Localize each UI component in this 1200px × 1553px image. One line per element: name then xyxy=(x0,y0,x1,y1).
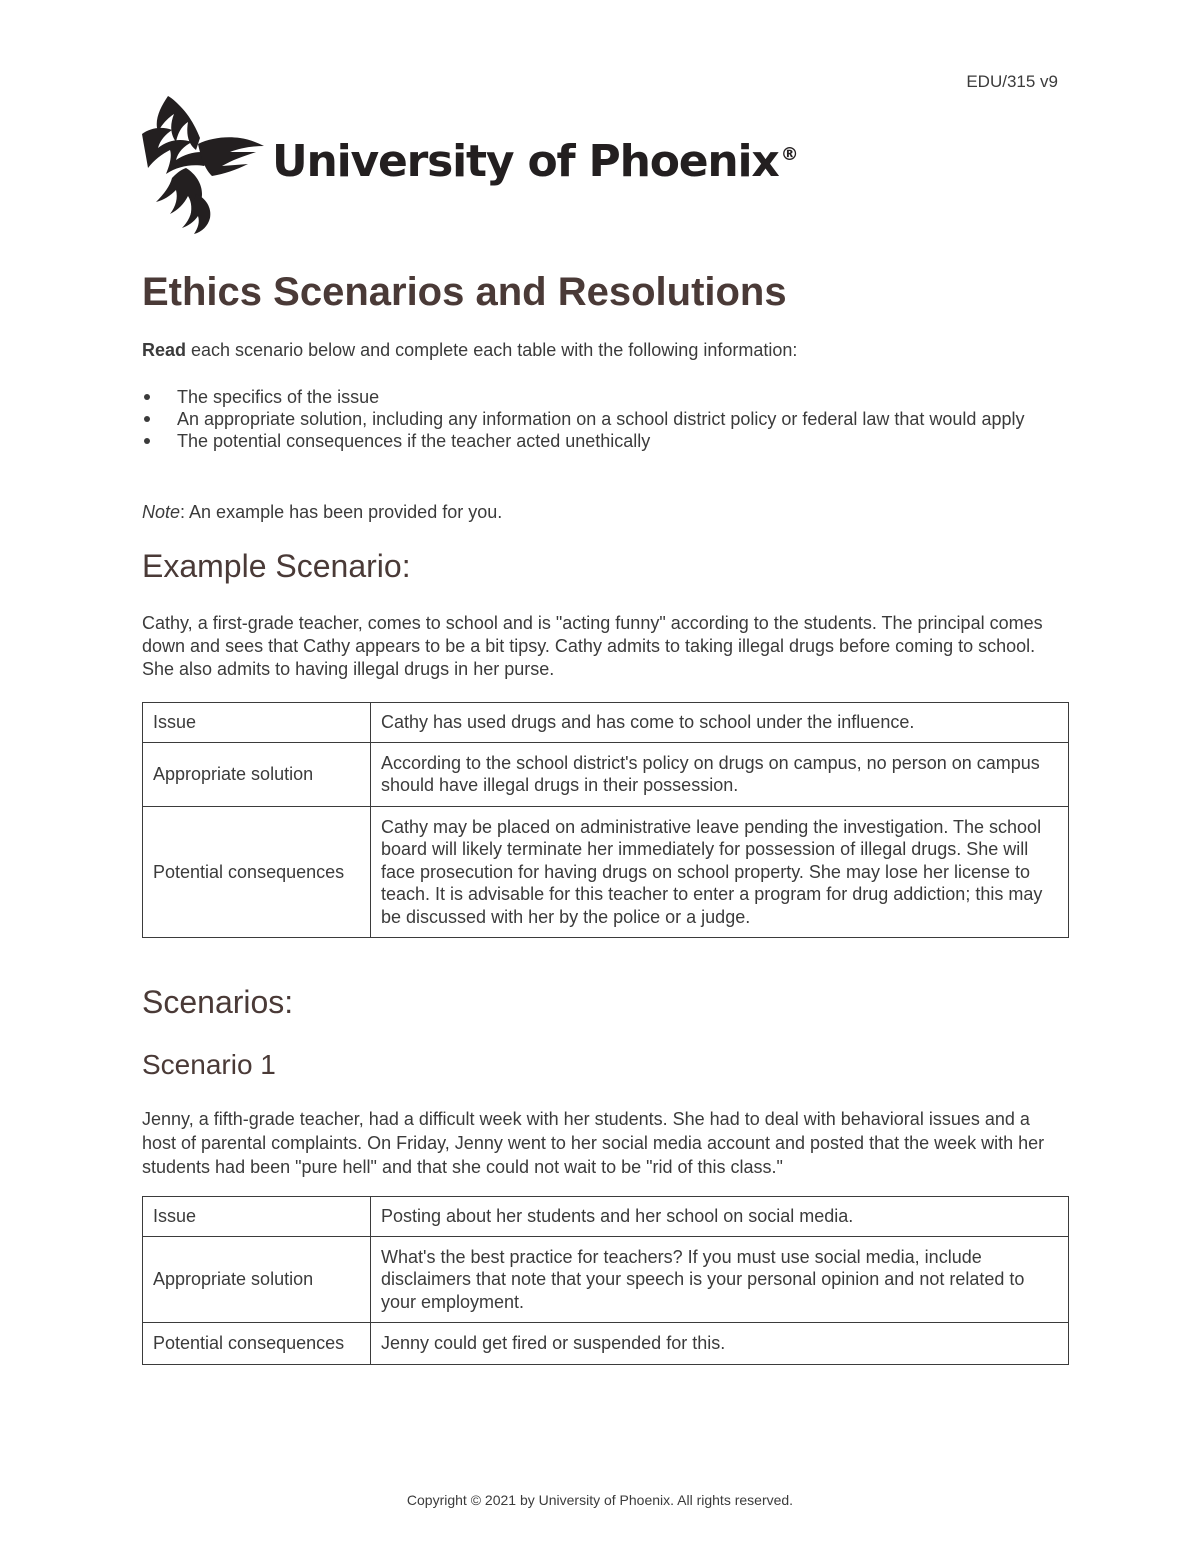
table-row xyxy=(143,703,1069,743)
course-code: EDU/315 v9 xyxy=(966,72,1058,91)
row-value: What's the best practice for teachers? If you must use social media, include disclaimers that note that your speech is your personal opinion and not related to your employment. xyxy=(371,1236,1069,1323)
requirements-list xyxy=(142,386,1062,452)
note-text: : An example has been provided for you. xyxy=(180,502,503,522)
note-label: Note xyxy=(142,502,181,522)
row-label: Potential consequences xyxy=(143,806,371,938)
example-scenario-text: Cathy, a first-grade teacher, comes to school and is "acting funny" according to the students. The principal comes down and sees that Cathy appears to be a bit tipsy. Cathy admits to taking illegal drugs before coming to school. She also admits to having illegal drugs in her purse. xyxy=(142,613,1043,679)
row-value: Posting about her students and her school on social media. xyxy=(371,1197,1069,1237)
note xyxy=(142,502,502,523)
copyright-footer: Copyright © 2021 by University of Phoenix. All rights reserved. xyxy=(406,1492,794,1508)
list-item: The potential consequences if the teacher acted unethically xyxy=(142,430,1062,452)
instructions xyxy=(142,340,797,361)
table-row xyxy=(143,806,1069,938)
table-row xyxy=(143,1197,1069,1237)
logo-wordmark: University of Phoenix ® xyxy=(272,136,798,187)
table-row xyxy=(143,742,1069,806)
scenario-1-table xyxy=(142,1196,1069,1365)
instructions-text: each scenario below and complete each table with the following information: xyxy=(186,340,798,360)
example-table xyxy=(142,702,1069,938)
row-label: Appropriate solution xyxy=(143,1236,371,1323)
page-title: Ethics Scenarios and Resolutions xyxy=(142,270,787,314)
row-value: According to the school district's policy on drugs on campus, no person on campus should have illegal drugs in their possession. xyxy=(371,742,1069,806)
scenario-1-text: Jenny, a fifth-grade teacher, had a difficult week with her students. She had to deal with behavioral issues and a host of parental complaints. On Friday, Jenny went to her social media account and posted that the week with her students had been "pure hell" and that she could not wait to be "rid of this class." xyxy=(142,1109,1045,1177)
scenarios-heading: Scenarios: xyxy=(142,984,294,1020)
table-row xyxy=(143,1236,1069,1323)
registered-mark: ® xyxy=(780,144,798,166)
row-label: Appropriate solution xyxy=(143,742,371,806)
row-label: Issue xyxy=(143,703,371,743)
instructions-bold: Read xyxy=(142,340,187,360)
row-value: Jenny could get fired or suspended for this. xyxy=(371,1323,1069,1365)
phoenix-bird-icon xyxy=(140,94,270,234)
row-label: Potential consequences xyxy=(143,1323,371,1365)
list-item: The specifics of the issue xyxy=(142,386,1062,408)
row-value: Cathy may be placed on administrative leave pending the investigation. The school board will likely terminate her immediately for possession of illegal drugs. She will face prosecution for having drugs on school property. She may lose her license to teach. It is advisable for this teacher to enter a program for drug addiction; this may be discussed with her by the police or a judge. xyxy=(371,806,1069,938)
example-heading: Example Scenario: xyxy=(142,548,411,584)
list-item: An appropriate solution, including any information on a school district policy or federal law that would apply xyxy=(142,408,1062,430)
row-value: Cathy has used drugs and has come to school under the influence. xyxy=(371,703,1069,743)
scenario-1-heading: Scenario 1 xyxy=(142,1049,276,1080)
university-logo xyxy=(140,94,798,234)
row-label: Issue xyxy=(143,1197,371,1237)
table-row xyxy=(143,1323,1069,1365)
